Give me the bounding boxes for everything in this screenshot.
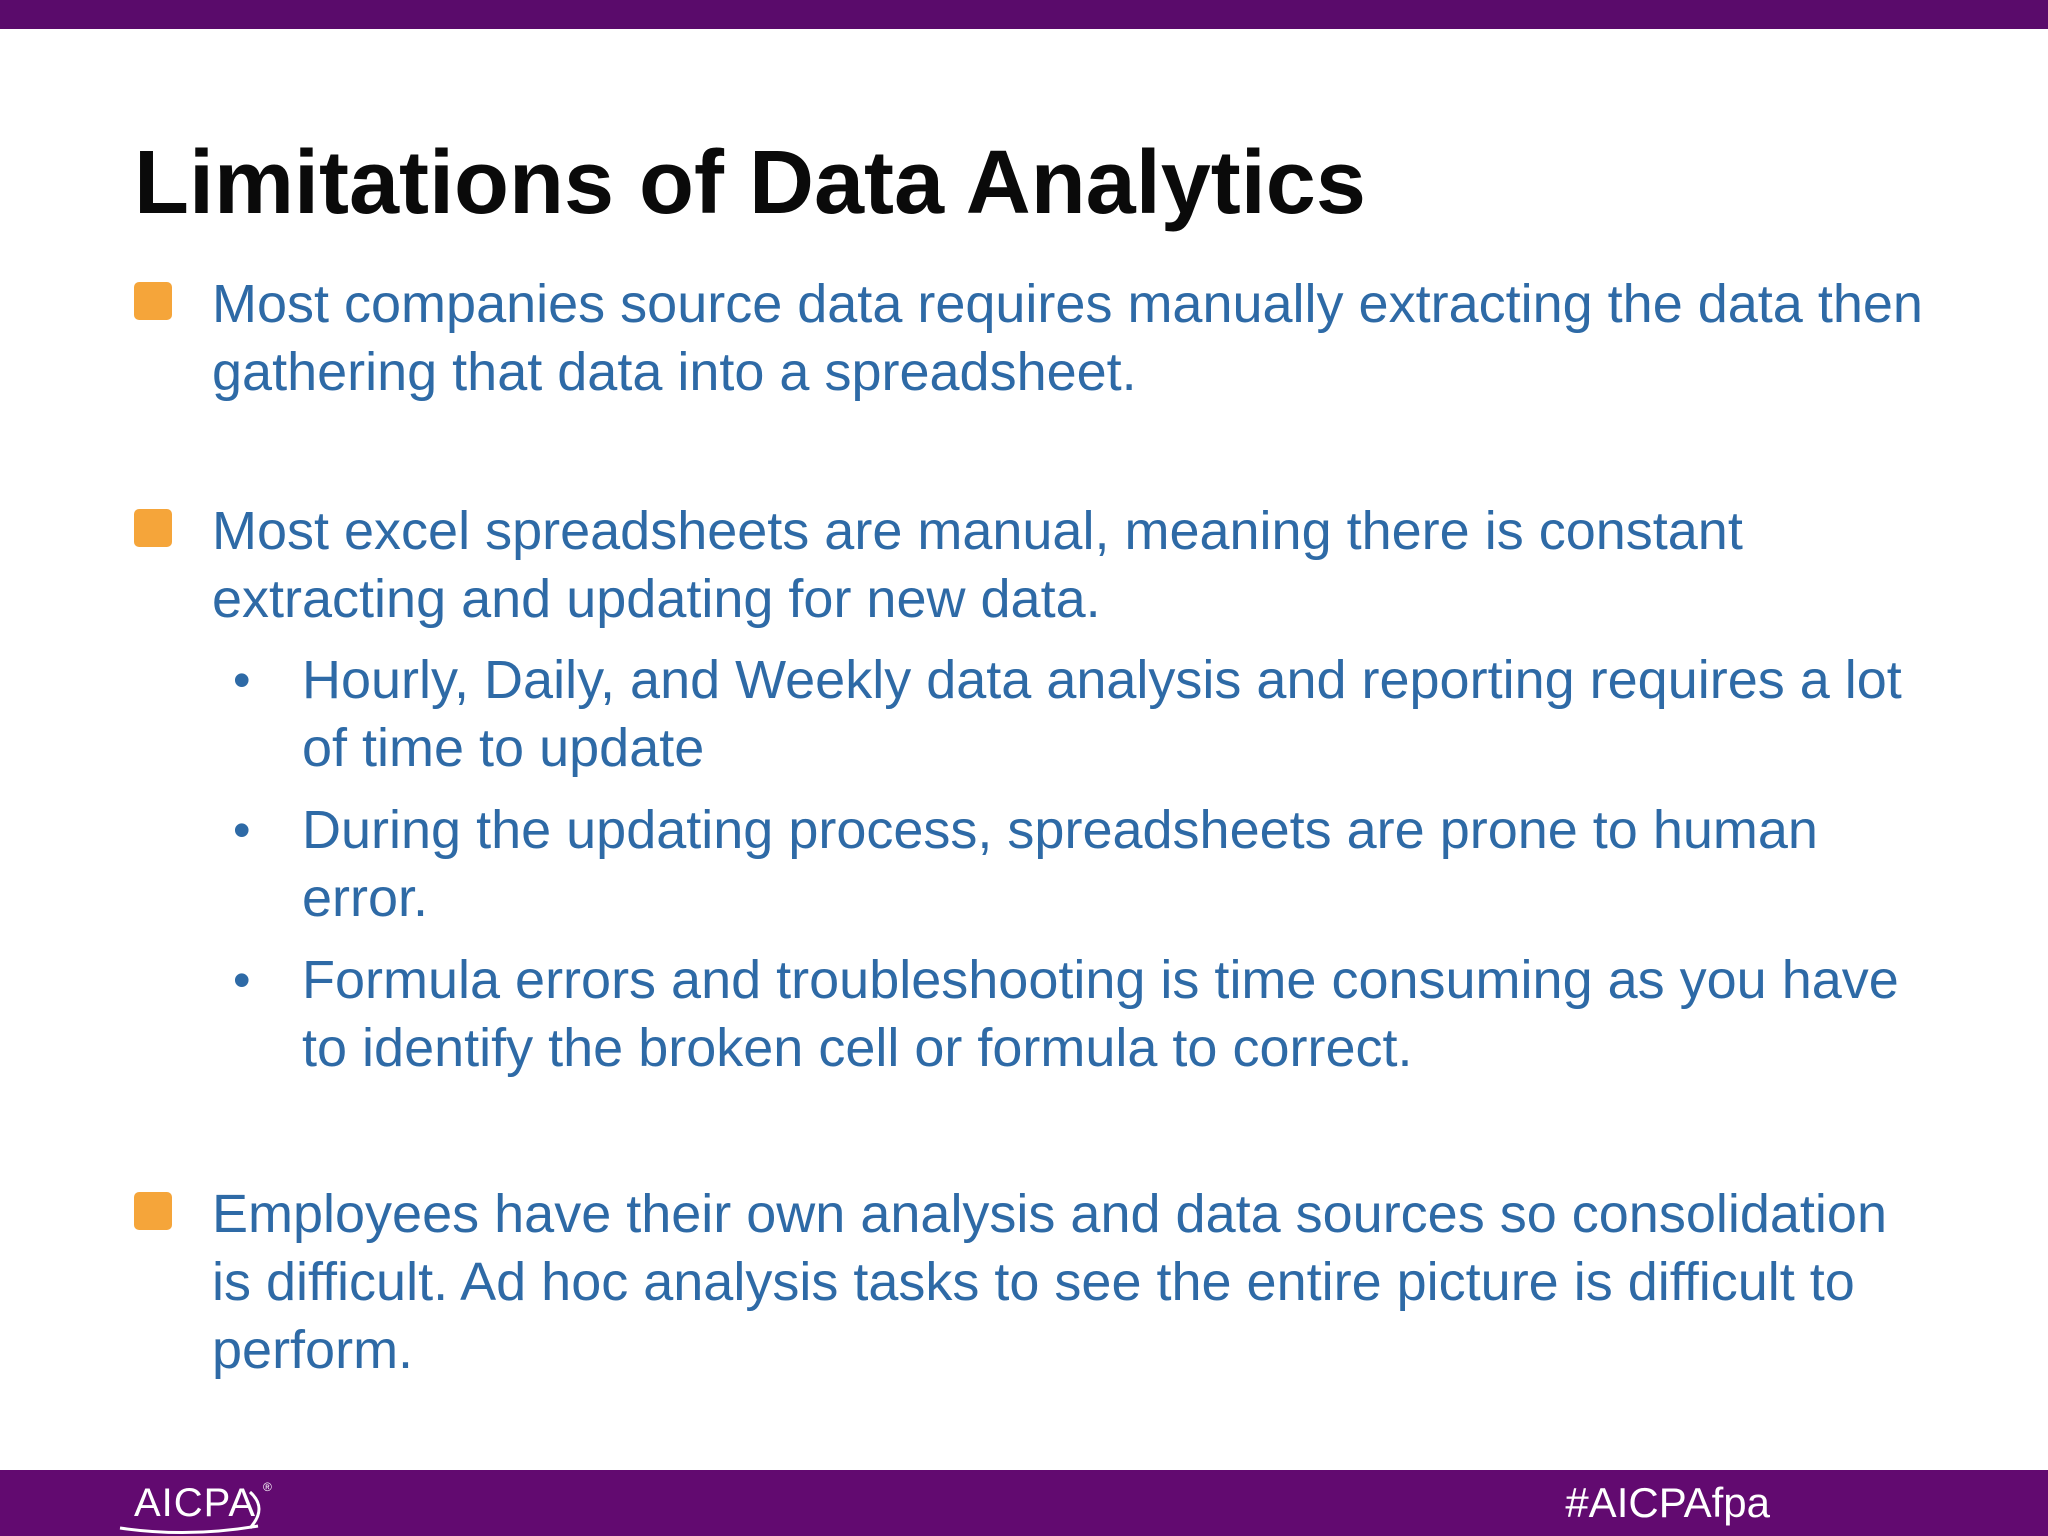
orange-square-bullet-icon: [134, 282, 172, 320]
registered-mark: ®: [263, 1480, 272, 1494]
dot-bullet-icon: •: [233, 652, 251, 708]
top-accent-bar: [0, 0, 2048, 29]
aicpa-logo: [118, 1478, 278, 1530]
orange-square-bullet-icon: [134, 509, 172, 547]
bullet-text-1: Most companies source data requires manually extracting the data then gathering that data into a spreadsheet.: [212, 274, 1923, 402]
dot-bullet-icon: •: [233, 802, 251, 858]
sub-bullet-text-2: During the updating process, spreadsheets are prone to human error.: [302, 800, 1818, 928]
bullet-text-2: Most excel spreadsheets are manual, meaning there is constant extracting and updating for new data.: [212, 501, 1743, 629]
footer-hashtag: #AICPAfpa: [1565, 1479, 1770, 1526]
slide-title: Limitations of Data Analytics: [134, 133, 1366, 233]
sub-bullet-text-3: Formula errors and troubleshooting is time consuming as you have to identify the broken cell or formula to correct.: [302, 950, 1899, 1078]
bullet-text-3: Employees have their own analysis and data sources so consolidation is difficult. Ad hoc analysis tasks to see the entire picture is difficult to perform.: [212, 1184, 1887, 1380]
orange-square-bullet-icon: [134, 1192, 172, 1230]
sub-bullet-text-1: Hourly, Daily, and Weekly data analysis and reporting requires a lot of time to update: [302, 650, 1902, 778]
dot-bullet-icon: •: [233, 952, 251, 1008]
logo-text: AICPA: [134, 1481, 257, 1525]
footer-bar: [0, 1470, 2048, 1536]
